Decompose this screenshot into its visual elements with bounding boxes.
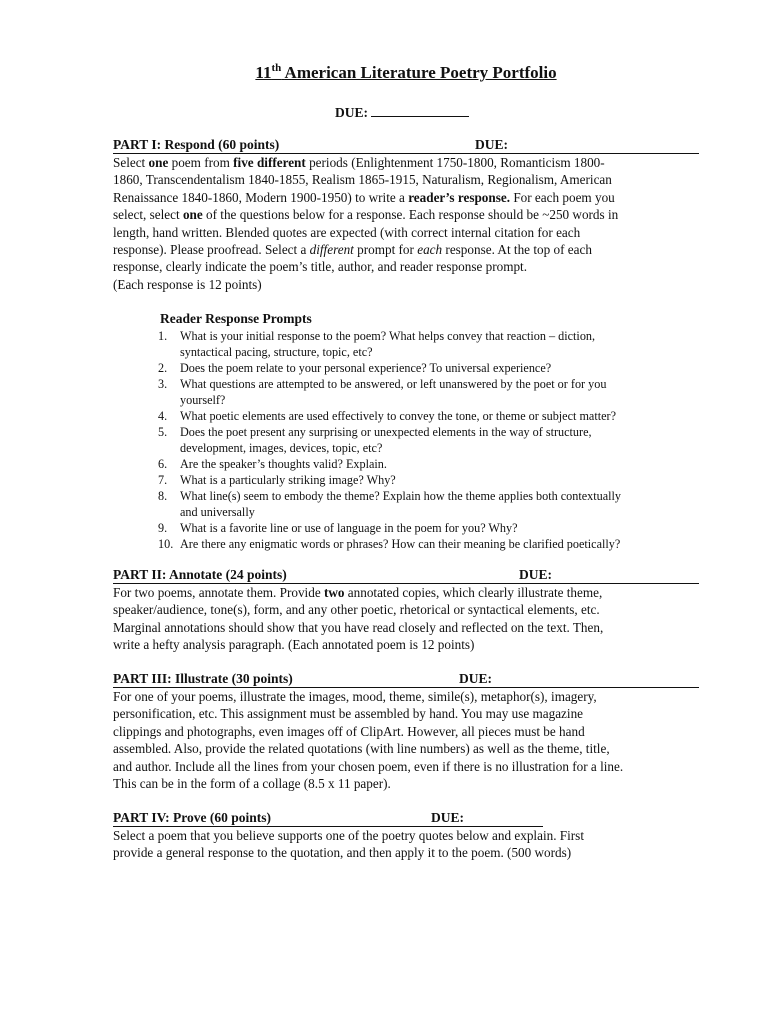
- prompt-item: [158, 488, 718, 520]
- prompt-item: [158, 376, 718, 408]
- prompt-item: [158, 536, 718, 552]
- prompt-number: 4.: [158, 409, 168, 423]
- text-line: clippings and photographs, even images off of ClipArt. However, all pieces must be hand: [113, 723, 585, 739]
- text-line: length, hand written. Blended quotes are expected (with correct internal citation for each: [113, 224, 581, 240]
- prompt-item: [158, 408, 718, 424]
- part3-heading-text: PART III: Illustrate (30 points): [113, 671, 293, 686]
- text-line: and author. Include all the lines from your chosen poem, even if there is no illustration for a line.: [113, 758, 624, 774]
- text-line: provide a general response to the quotation, and then apply it to the poem. (500 words): [113, 845, 572, 861]
- part1-due: DUE:: [475, 137, 508, 152]
- title-text: American Literature Poetry Portfolio: [284, 63, 557, 82]
- title-superscript: th: [271, 62, 282, 74]
- prompt-number: 8.: [158, 489, 168, 503]
- prompt-item: [158, 472, 718, 488]
- reader-response-title: Reader Response Prompts: [160, 311, 312, 326]
- prompt-item: [158, 456, 718, 472]
- prompt-number: 10.: [158, 537, 174, 551]
- part4-heading-text: PART IV: Prove (60 points): [113, 810, 272, 825]
- prompt-text: What is your initial response to the poem? What helps convey that reaction – diction, syntactical pacing, structure, topic, etc?: [180, 329, 596, 359]
- prompt-text: Are the speaker’s thoughts valid? Explain.: [180, 457, 387, 471]
- text-line: This can be in the form of a collage (8.5 x 11 paper).: [113, 776, 391, 792]
- prompt-text: What is a particularly striking image? Why?: [180, 473, 396, 487]
- title-ordinal: 11: [255, 63, 272, 82]
- prompt-number: 1.: [158, 329, 168, 343]
- part4-due: DUE:: [431, 810, 464, 825]
- prompt-item: [158, 424, 718, 456]
- prompt-item: [158, 360, 718, 376]
- text-line: For one of your poems, illustrate the images, mood, theme, simile(s), metaphor(s), imagery,: [113, 689, 597, 704]
- part2-body: [113, 584, 699, 654]
- part4-heading: [113, 810, 543, 827]
- text-line: response, clearly indicate the poem’s title, author, and reader response prompt.: [113, 259, 528, 275]
- prompt-text: What poetic elements are used effectively to convey the tone, or theme or subject matter?: [180, 409, 616, 423]
- part2-heading: [113, 567, 699, 584]
- prompt-number: 6.: [158, 457, 168, 471]
- due-blank-line: [371, 104, 469, 117]
- part3-body: [113, 688, 699, 792]
- prompt-text: Does the poet present any surprising or unexpected elements in the way of structure, development, images, devices, topic, etc?: [180, 425, 592, 455]
- text-line: personification, etc. This assignment must be assembled by hand. You may use magazine: [113, 706, 584, 722]
- text-line: select, select one of the questions below for a response. Each response should be ~250 words in: [113, 207, 619, 223]
- part3-heading: [113, 671, 699, 688]
- prompt-text: What is a favorite line or use of language in the poem for you? Why?: [180, 521, 518, 535]
- part1-heading-text: PART I: Respond (60 points): [113, 137, 280, 152]
- text-line: Renaissance 1840-1860, Modern 1900-1950) to write a reader’s response. For each poem you: [113, 189, 615, 205]
- reader-response-list: [158, 328, 718, 552]
- part2-heading-text: PART II: Annotate (24 points): [113, 567, 287, 582]
- text-line: For two poems, annotate them. Provide two annotated copies, which clearly illustrate theme,: [113, 585, 603, 600]
- prompt-text: Are there any enigmatic words or phrases? How can their meaning be clarified poetically?: [180, 537, 621, 551]
- prompt-item: [158, 520, 718, 536]
- prompt-text: Does the poem relate to your personal experience? To universal experience?: [180, 361, 552, 375]
- prompt-number: 9.: [158, 521, 168, 535]
- prompt-text: What questions are attempted to be answered, or left unanswered by the poet or for you yourself?: [180, 377, 607, 407]
- text-line: Select a poem that you believe supports one of the poetry quotes below and explain. First: [113, 828, 584, 843]
- part1-body: [113, 154, 699, 293]
- prompt-number: 5.: [158, 425, 168, 439]
- prompt-number: 2.: [158, 361, 168, 375]
- text-line: response). Please proofread. Select a different prompt for each response. At the top of each: [113, 242, 592, 258]
- text-line: write a hefty analysis paragraph. (Each annotated poem is 12 points): [113, 637, 475, 653]
- prompt-number: 3.: [158, 377, 168, 391]
- text-line: 1860, Transcendentalism 1840-1855, Realism 1865-1915, Naturalism, Regionalism, American: [113, 172, 612, 188]
- prompt-number: 7.: [158, 473, 168, 487]
- due-label: DUE:: [335, 105, 368, 120]
- part1-heading: [113, 137, 699, 154]
- text-line: (Each response is 12 points): [113, 276, 262, 292]
- text-line: assembled. Also, provide the related quotations (with line numbers) as well as the theme, title,: [113, 741, 610, 757]
- part2-due: DUE:: [519, 567, 552, 582]
- part3-due: DUE:: [459, 671, 492, 686]
- text-line: Marginal annotations should show that you have read closely and reflected on the text. Then,: [113, 619, 604, 635]
- prompt-item: [158, 328, 718, 360]
- overall-due-date: [335, 104, 469, 121]
- page-title: [113, 63, 699, 83]
- text-line: speaker/audience, tone(s), form, and any other poetic, rhetorical or syntactical elements, etc.: [113, 602, 600, 618]
- prompt-text: What line(s) seem to embody the theme? Explain how the theme applies both contextually and universally: [180, 489, 621, 519]
- text-line: Select one poem from five different periods (Enlightenment 1750-1800, Romanticism 1800-: [113, 155, 605, 170]
- part4-body: [113, 827, 699, 862]
